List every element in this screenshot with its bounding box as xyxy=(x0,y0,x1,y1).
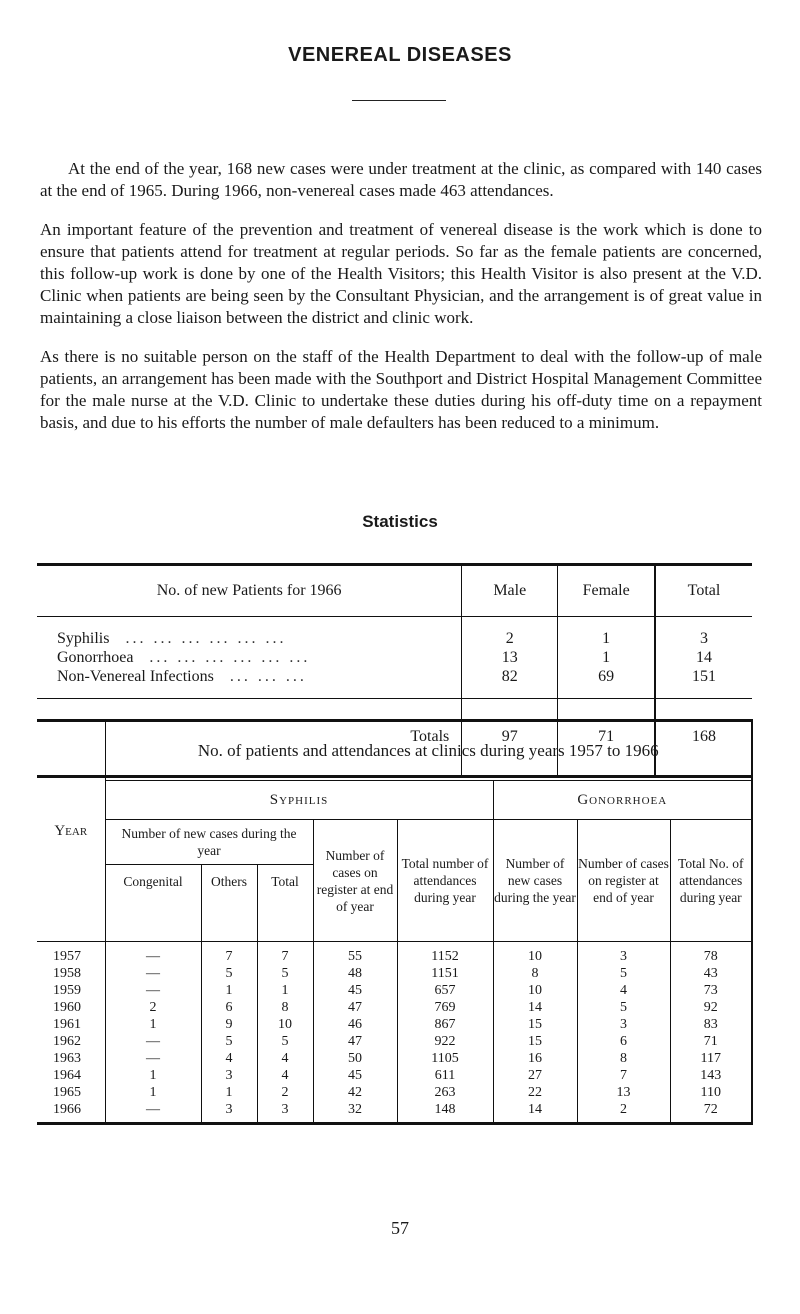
row-label: Syphilis ... ... ... ... ... ... xyxy=(57,630,287,647)
paragraph: At the end of the year, 168 new cases were under treatment at the clinic, as compared with 140 cases at the end of 1965. During 1966, non-venereal cases made 463 attendances. xyxy=(40,159,762,200)
column-header: Others xyxy=(201,865,257,942)
cell: 4 xyxy=(577,982,670,999)
cell: 45 xyxy=(313,982,397,999)
cell: — xyxy=(105,1101,201,1124)
leader-dots: ... ... ... xyxy=(229,668,307,685)
cell: 16 xyxy=(493,1050,577,1067)
cell: 92 xyxy=(670,999,752,1016)
cell: 3 xyxy=(201,1067,257,1084)
cell: 7 xyxy=(577,1067,670,1084)
cell: 6 xyxy=(201,999,257,1016)
leader-dots: ... ... ... ... ... ... xyxy=(125,630,287,647)
cell: 22 xyxy=(493,1084,577,1101)
table-row xyxy=(37,942,752,966)
cell: 4 xyxy=(257,1067,313,1084)
cell: 13 xyxy=(462,648,558,667)
cell: 8 xyxy=(493,965,577,982)
column-header: Male xyxy=(462,565,558,617)
cell: 6 xyxy=(577,1033,670,1050)
new-cases-header: Number of new cases during the year xyxy=(105,820,313,865)
cell: 1 xyxy=(201,982,257,999)
cell: 45 xyxy=(313,1067,397,1084)
cell: 97 xyxy=(462,699,558,777)
year-cell: 1966 xyxy=(53,1102,81,1117)
cell: 4 xyxy=(201,1050,257,1067)
cell: 14 xyxy=(493,999,577,1016)
cell: 611 xyxy=(397,1067,493,1084)
cell: 27 xyxy=(493,1067,577,1084)
column-header: No. of new Patients for 1966 xyxy=(37,565,462,617)
cell: 3 xyxy=(577,1016,670,1033)
cell: 46 xyxy=(313,1016,397,1033)
cell: — xyxy=(105,942,201,966)
body-text xyxy=(40,158,762,451)
cell: 1151 xyxy=(397,965,493,982)
cell: 263 xyxy=(397,1084,493,1101)
cell: 922 xyxy=(397,1033,493,1050)
cell: 143 xyxy=(670,1067,752,1084)
column-header: Total xyxy=(257,865,313,942)
cell: 73 xyxy=(670,982,752,999)
cell: — xyxy=(105,1033,201,1050)
cell: 7 xyxy=(257,942,313,966)
cell: 69 xyxy=(558,667,655,699)
cell: 1 xyxy=(105,1016,201,1033)
row-label: Gonorrhoea ... ... ... ... ... ... xyxy=(57,649,311,666)
table-row xyxy=(37,965,752,982)
cell: 8 xyxy=(577,1050,670,1067)
column-header: Congenital xyxy=(105,865,201,942)
year-cell: 1962 xyxy=(53,1034,81,1049)
cell: 48 xyxy=(313,965,397,982)
cell: 867 xyxy=(397,1016,493,1033)
cell: 3 xyxy=(655,617,752,649)
year-header: Year xyxy=(37,721,105,942)
column-header: Number of cases on register at end of year xyxy=(313,820,397,942)
cell: 117 xyxy=(670,1050,752,1067)
title-divider xyxy=(352,100,446,101)
cell: 4 xyxy=(257,1050,313,1067)
paragraph: An important feature of the prevention and treatment of venereal disease is the work which is done to ensure that patients attend for treatment at regular periods. So far as the female patients are concerned, this follow-up work is done by one of the Health Visitors; this Health Visitor is also present at the V.D. Clinic when patients are being seen by the Consultant Physician, and the arrangement is of great value in maintaining a close liaison between the district and clinic work. xyxy=(40,220,762,327)
cell: 83 xyxy=(670,1016,752,1033)
cell: 1 xyxy=(257,982,313,999)
cell: 14 xyxy=(493,1101,577,1124)
column-header: Total xyxy=(655,565,752,617)
cell: 10 xyxy=(493,942,577,966)
table-row xyxy=(37,617,752,649)
cell: — xyxy=(105,982,201,999)
cell: 2 xyxy=(257,1084,313,1101)
cell: 151 xyxy=(655,667,752,699)
table-row xyxy=(37,648,752,667)
cell: 1 xyxy=(558,617,655,649)
totals-label: Totals xyxy=(37,699,462,777)
clinic-attendance-table xyxy=(37,719,753,1125)
row-label: Non-Venereal Infections ... ... ... xyxy=(57,668,307,685)
cell: 1 xyxy=(201,1084,257,1101)
table-header-row xyxy=(37,565,752,617)
table-row xyxy=(37,1067,752,1084)
year-cell: 1964 xyxy=(53,1068,81,1083)
cell: 14 xyxy=(655,648,752,667)
year-cell: 1957 xyxy=(53,949,81,964)
cell: 42 xyxy=(313,1084,397,1101)
cell: 10 xyxy=(493,982,577,999)
year-cell: 1965 xyxy=(53,1085,81,1100)
table-row xyxy=(37,1016,752,1033)
table-row xyxy=(37,667,752,699)
cell: 15 xyxy=(493,1016,577,1033)
cell: 71 xyxy=(558,699,655,777)
cell: — xyxy=(105,965,201,982)
year-cell: 1959 xyxy=(53,983,81,998)
cell: — xyxy=(105,1050,201,1067)
cell: 13 xyxy=(577,1084,670,1101)
cell: 2 xyxy=(105,999,201,1016)
cell: 32 xyxy=(313,1101,397,1124)
cell: 5 xyxy=(201,1033,257,1050)
table-body xyxy=(37,942,752,1124)
cell: 1 xyxy=(105,1067,201,1084)
syphilis-header: Syphilis xyxy=(105,781,493,820)
cell: 9 xyxy=(201,1016,257,1033)
paragraph: As there is no suitable person on the staff of the Health Department to deal with the follow-up of male patients, an arrangement has been made with the Southport and District Hospital Management Committee for the male nurse at the V.D. Clinic to undertake these duties during his off-duty time on a repayment basis, and due to his efforts the number of male defaulters has been reduced to a minimum. xyxy=(40,347,762,432)
cell: 5 xyxy=(257,965,313,982)
cell: 71 xyxy=(670,1033,752,1050)
cell: 78 xyxy=(670,942,752,966)
column-header: Female xyxy=(558,565,655,617)
cell: 55 xyxy=(313,942,397,966)
leader-dots: ... ... ... ... ... ... xyxy=(149,649,311,666)
cell: 1152 xyxy=(397,942,493,966)
cell: 148 xyxy=(397,1101,493,1124)
cell: 110 xyxy=(670,1084,752,1101)
cell: 47 xyxy=(313,1033,397,1050)
column-header: Number of new cases during the year xyxy=(493,820,577,942)
cell: 50 xyxy=(313,1050,397,1067)
table-caption: No. of patients and attendances at clinics during years 1957 to 1966 xyxy=(105,721,752,781)
cell: 7 xyxy=(201,942,257,966)
cell: 72 xyxy=(670,1101,752,1124)
cell: 2 xyxy=(462,617,558,649)
cell: 2 xyxy=(577,1101,670,1124)
cell: 168 xyxy=(655,699,752,777)
cell: 3 xyxy=(257,1101,313,1124)
cell: 769 xyxy=(397,999,493,1016)
table-row xyxy=(37,1050,752,1067)
cell: 3 xyxy=(577,942,670,966)
column-header: Number of cases on register at end of year xyxy=(577,820,670,942)
year-cell: 1961 xyxy=(53,1017,81,1032)
cell: 5 xyxy=(577,999,670,1016)
page-title: VENEREAL DISEASES xyxy=(288,44,512,66)
cell: 43 xyxy=(670,965,752,982)
cell: 1105 xyxy=(397,1050,493,1067)
cell: 15 xyxy=(493,1033,577,1050)
cell: 5 xyxy=(577,965,670,982)
table-row xyxy=(37,1101,752,1124)
table-row xyxy=(37,1033,752,1050)
cell: 5 xyxy=(201,965,257,982)
cell: 1 xyxy=(105,1084,201,1101)
cell: 3 xyxy=(201,1101,257,1124)
column-header: Total number of attendances during year xyxy=(397,820,493,942)
year-cell: 1963 xyxy=(53,1051,81,1066)
table-row xyxy=(37,982,752,999)
cell: 47 xyxy=(313,999,397,1016)
cell: 5 xyxy=(257,1033,313,1050)
table-row xyxy=(37,999,752,1016)
cell: 10 xyxy=(257,1016,313,1033)
cell: 8 xyxy=(257,999,313,1016)
table-row xyxy=(37,1084,752,1101)
column-header: Total No. of attendances during year xyxy=(670,820,752,942)
cell: 82 xyxy=(462,667,558,699)
statistics-heading: Statistics xyxy=(362,512,438,531)
year-cell: 1960 xyxy=(53,1000,81,1015)
gonorrhoea-header: Gonorrhoea xyxy=(493,781,752,820)
year-cell: 1958 xyxy=(53,966,81,981)
cell: 1 xyxy=(558,648,655,667)
page-number: 57 xyxy=(391,1218,409,1238)
cell: 657 xyxy=(397,982,493,999)
